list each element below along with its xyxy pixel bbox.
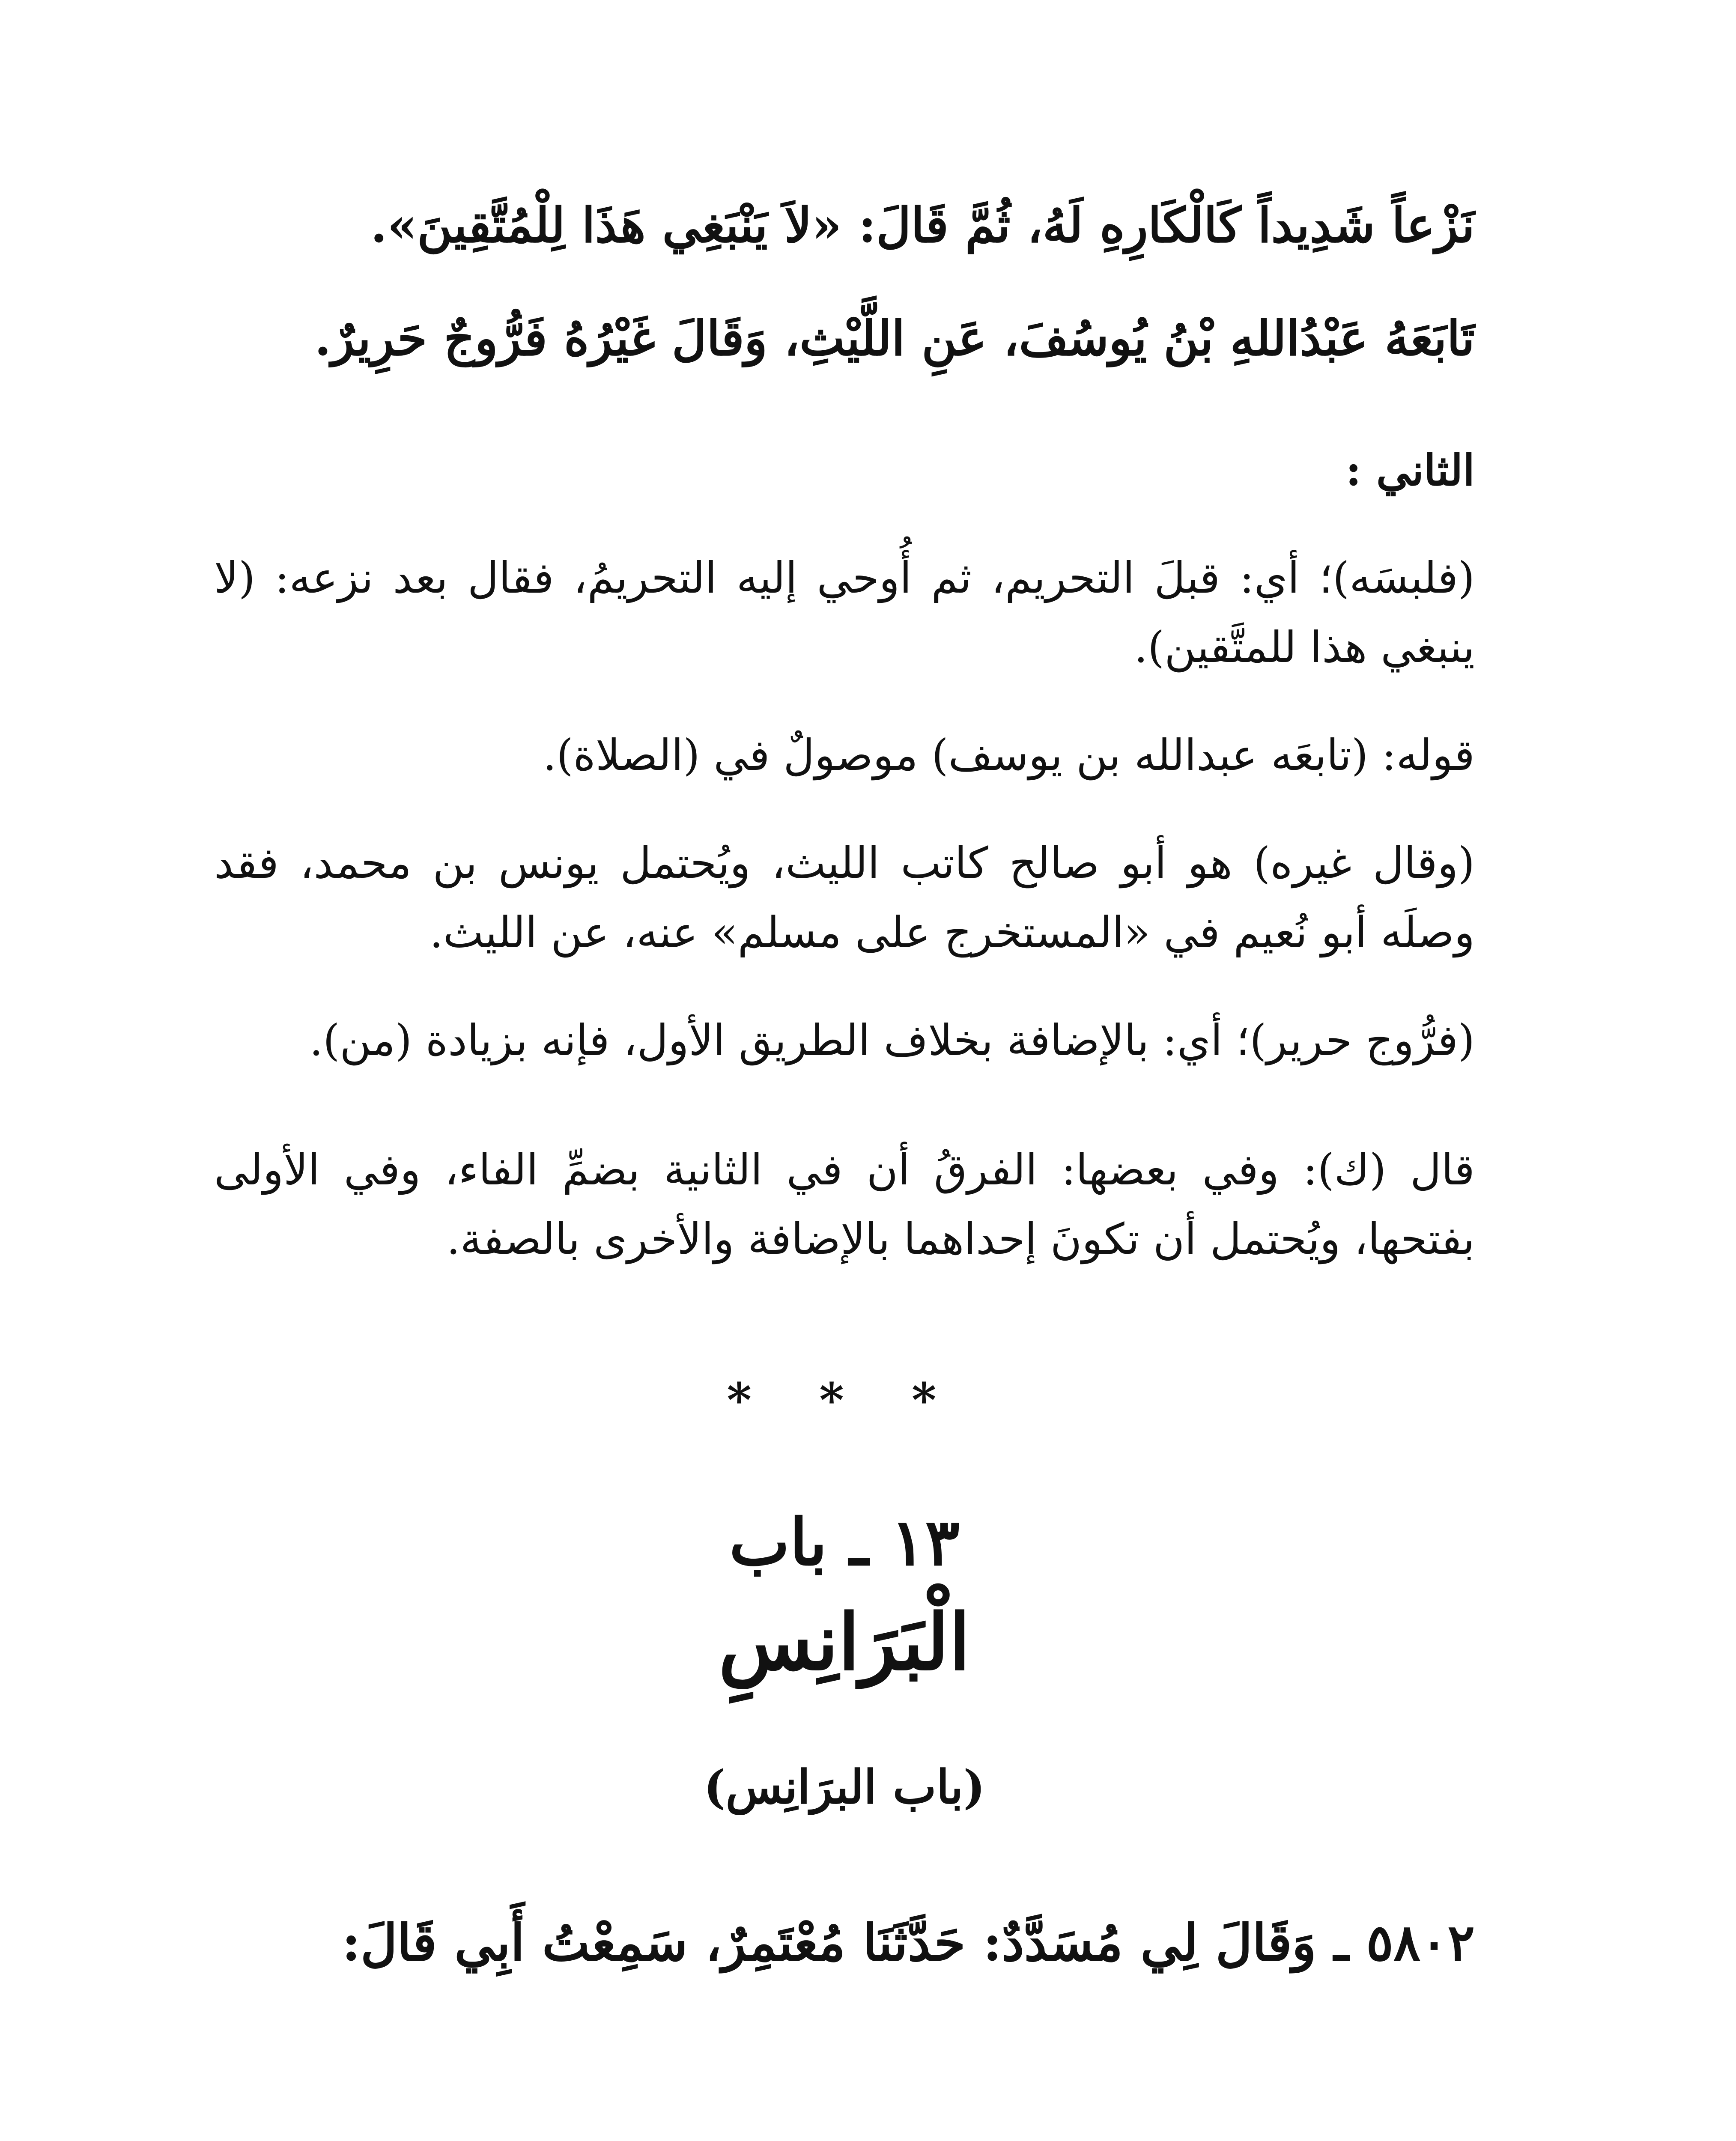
chapter-sharh-heading: (باب البرَانِس) [704,1760,985,1815]
chapter-title: الْبَرَانِسِ [718,1597,971,1688]
page-content [214,188,1475,1972]
matn-line-1: نَزْعاً شَدِيداً كَالْكَارِهِ لَهُ، ثُمَّ قَالَ: «لاَ يَنْبَغِي هَذَا لِلْمُتَّقِينَ». [370,197,1475,253]
sharh-paragraph-3: (وقال غيره) هو أبو صالح كاتب الليث، ويُحتمل يونس بن محمد، فقد وصلَه أبو نُعيم في «المستخرج على مسلم» عنه، عن الليث. [214,838,1475,958]
section-separator: * * * [727,1372,962,1428]
hadith-5802-opening: ٥٨٠٢ ـ وَقَالَ لِي مُسَدَّدٌ: حَدَّثَنَا مُعْتَمِرٌ، سَمِعْتُ أَبِي قَالَ: [342,1913,1475,1973]
sharh-paragraph-5: قال (ك): وفي بعضها: الفرقُ أن في الثانية بضمِّ الفاء، وفي الأولى بفتحها، ويُحتمل أن تكونَ إحداهما بالإضافة والأخرى بالصفة. [214,1145,1475,1264]
matn-line-2: تَابَعَهُ عَبْدُاللهِ بْنُ يُوسُفَ، عَنِ اللَّيْثِ، وَقَالَ غَيْرُهُ فَرُّوجٌ حَرِيرٌ. [314,310,1475,367]
sharh-heading-second: الثاني : [1345,445,1475,496]
sharh-paragraph-4: (فرُّوج حرير)؛ أي: بالإضافة بخلاف الطريق الأول، فإنه بزيادة (من). [309,1015,1475,1066]
chapter-number: ١٣ ـ باب [729,1505,960,1580]
sharh-paragraph-1: (فلبسَه)؛ أي: قبلَ التحريم، ثم أُوحي إليه التحريمُ، فقال بعد نزعه: (لا ينبغي هذا للمتَّقين). [214,553,1475,673]
sharh-paragraph-2: قوله: (تابعَه عبدالله بن يوسف) موصولٌ في (الصلاة). [543,730,1475,781]
